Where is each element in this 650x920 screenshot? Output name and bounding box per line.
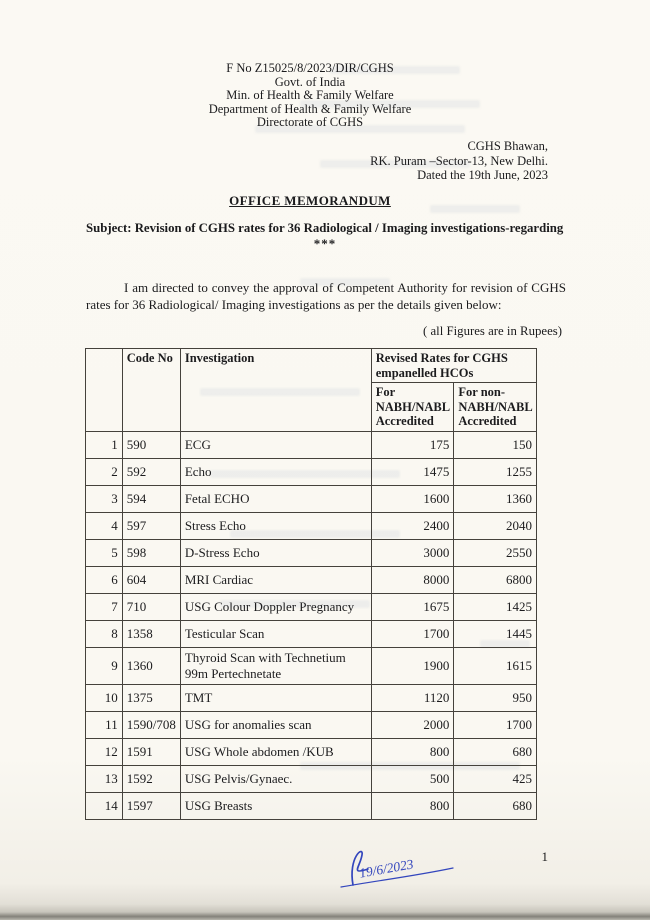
subject-stars: *** (313, 236, 337, 251)
subject-line: Subject: Revision of CGHS rates for 36 Radiological / Imaging investigations-regarding (86, 221, 564, 235)
cell-serial: 11 (86, 711, 123, 738)
address-block (370, 139, 548, 183)
cell-investigation: D-Stress Echo (180, 539, 371, 566)
org-line: Department of Health & Family Welfare (208, 101, 412, 116)
header-nabh: For NABH/NABL Accredited (371, 383, 454, 432)
cell-serial: 9 (86, 647, 123, 684)
cell-rate-non-nabh: 1700 (454, 711, 537, 738)
letterhead (0, 62, 620, 130)
org-line: Govt. of India (274, 74, 346, 89)
figures-note: ( all Figures are in Rupees) (423, 324, 562, 338)
cell-rate-nabh: 1700 (371, 620, 454, 647)
table-row (86, 765, 537, 792)
cell-rate-nabh: 1120 (371, 684, 454, 711)
cell-code: 1590/708 (122, 711, 180, 738)
file-number: F No Z15025/8/2023/DIR/CGHS (226, 61, 394, 75)
cell-rate-nabh: 1675 (371, 593, 454, 620)
cell-rate-non-nabh: 2040 (454, 512, 537, 539)
cell-code: 594 (122, 485, 180, 512)
table-row (86, 620, 537, 647)
cell-rate-nabh: 1600 (371, 485, 454, 512)
cell-serial: 3 (86, 485, 123, 512)
cell-investigation: Stress Echo (180, 512, 371, 539)
cell-rate-non-nabh: 680 (454, 792, 537, 819)
header-serial (86, 349, 123, 432)
date-line: Dated the 19th June, 2023 (417, 168, 548, 182)
cell-investigation: Thyroid Scan with Technetium 99m Pertechnetate (180, 647, 371, 684)
table-row (86, 566, 537, 593)
cell-code: 590 (122, 431, 180, 458)
cell-rate-nabh: 800 (371, 738, 454, 765)
cell-serial: 14 (86, 792, 123, 819)
org-line: Min. of Health & Family Welfare (226, 88, 394, 102)
cell-code: 604 (122, 566, 180, 593)
cell-code: 1592 (122, 765, 180, 792)
table-row (86, 738, 537, 765)
table-row (86, 647, 537, 684)
table-row (86, 539, 537, 566)
cell-serial: 6 (86, 566, 123, 593)
handwritten-signature (333, 843, 463, 895)
cell-investigation: USG Whole abdomen /KUB (180, 738, 371, 765)
cell-code: 1375 (122, 684, 180, 711)
address-line: RK. Puram –Sector-13, New Delhi. (370, 153, 548, 168)
cell-rate-non-nabh: 425 (454, 765, 537, 792)
cell-rate-non-nabh: 6800 (454, 566, 537, 593)
cell-code: 597 (122, 512, 180, 539)
cell-rate-non-nabh: 680 (454, 738, 537, 765)
header-code: Code No (122, 349, 180, 432)
header-non-nabh: For non-NABH/NABL Accredited (454, 383, 537, 432)
cell-code: 1360 (122, 647, 180, 684)
table-row (86, 512, 537, 539)
cell-rate-nabh: 3000 (371, 539, 454, 566)
cell-serial: 7 (86, 593, 123, 620)
rates-table-head (86, 349, 537, 432)
cell-code: 1591 (122, 738, 180, 765)
table-row (86, 684, 537, 711)
cell-rate-non-nabh: 2550 (454, 539, 537, 566)
cell-rate-nabh: 175 (371, 431, 454, 458)
header-rates-group: Revised Rates for CGHS empanelled HCOs (371, 349, 536, 383)
cell-code: 592 (122, 458, 180, 485)
signature-date: 19/6/2023 (358, 856, 415, 881)
cell-code: 598 (122, 539, 180, 566)
cell-rate-nabh: 1900 (371, 647, 454, 684)
cell-rate-nabh: 500 (371, 765, 454, 792)
cell-serial: 8 (86, 620, 123, 647)
cell-serial: 5 (86, 539, 123, 566)
cell-serial: 12 (86, 738, 123, 765)
cell-rate-non-nabh: 1615 (454, 647, 537, 684)
cell-investigation: MRI Cardiac (180, 566, 371, 593)
cell-serial: 2 (86, 458, 123, 485)
table-row (86, 431, 537, 458)
page-number: 1 (541, 849, 548, 864)
cell-serial: 1 (86, 431, 123, 458)
rates-table (85, 348, 537, 820)
cell-code: 1358 (122, 620, 180, 647)
cell-investigation: USG for anomalies scan (180, 711, 371, 738)
rates-table-body (86, 431, 537, 819)
cell-rate-non-nabh: 1445 (454, 620, 537, 647)
cell-investigation: USG Pelvis/Gynaec. (180, 765, 371, 792)
scan-edge-shadow (0, 904, 650, 920)
cell-investigation: TMT (180, 684, 371, 711)
table-row (86, 711, 537, 738)
header-investigation: Investigation (180, 349, 371, 432)
cell-rate-non-nabh: 950 (454, 684, 537, 711)
cell-rate-nabh: 2000 (371, 711, 454, 738)
cell-code: 710 (122, 593, 180, 620)
cell-serial: 13 (86, 765, 123, 792)
cell-code: 1597 (122, 792, 180, 819)
cell-investigation: Fetal ECHO (180, 485, 371, 512)
cell-rate-non-nabh: 150 (454, 431, 537, 458)
cell-rate-non-nabh: 1255 (454, 458, 537, 485)
table-row (86, 792, 537, 819)
memo-title: OFFICE MEMORANDUM (229, 193, 391, 208)
cell-rate-nabh: 2400 (371, 512, 454, 539)
cell-investigation: USG Colour Doppler Pregnancy (180, 593, 371, 620)
table-row (86, 458, 537, 485)
header-row-group (86, 349, 537, 383)
org-line: Directorate of CGHS (256, 115, 364, 129)
body-paragraph: I am directed to convey the approval of Competent Authority for revision of CGHS rates for 36 Radiological/ Imaging investigations as per the details given below: (86, 280, 566, 312)
cell-investigation: Echo (180, 458, 371, 485)
cell-rate-nabh: 8000 (371, 566, 454, 593)
cell-serial: 4 (86, 512, 123, 539)
cell-investigation: ECG (180, 431, 371, 458)
cell-serial: 10 (86, 684, 123, 711)
cell-rate-non-nabh: 1425 (454, 593, 537, 620)
cell-rate-nabh: 1475 (371, 458, 454, 485)
table-row (86, 485, 537, 512)
cell-investigation: USG Breasts (180, 792, 371, 819)
cell-rate-nabh: 800 (371, 792, 454, 819)
cell-rate-non-nabh: 1360 (454, 485, 537, 512)
cell-investigation: Testicular Scan (180, 620, 371, 647)
address-line: CGHS Bhawan, (467, 139, 548, 153)
table-row (86, 593, 537, 620)
